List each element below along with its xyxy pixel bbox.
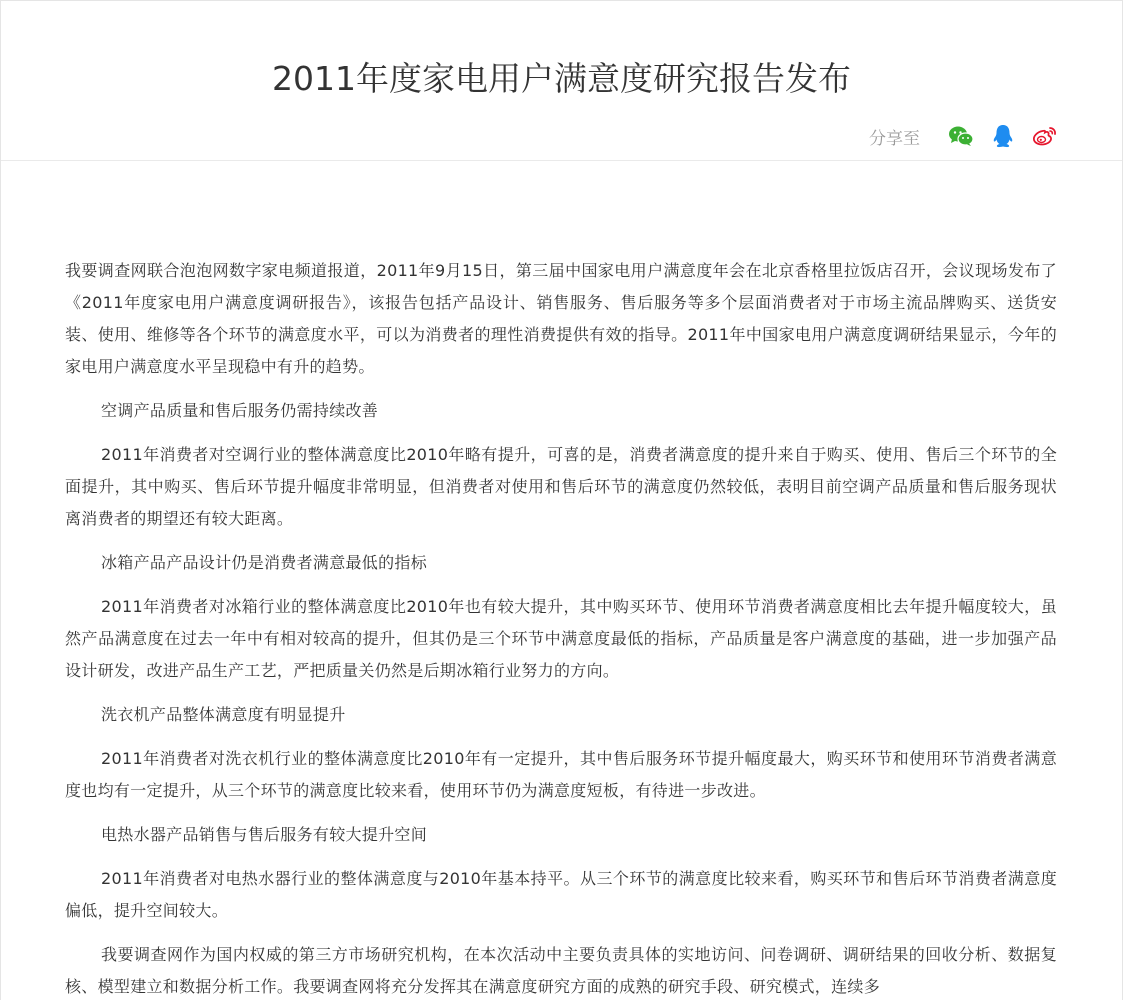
article-header	[1, 1, 1122, 161]
section-heading: 空调产品质量和售后服务仍需持续改善	[101, 401, 379, 420]
article-title: 2011年度家电用户满意度研究报告发布	[272, 59, 851, 98]
article-body	[65, 255, 1057, 1003]
share-label: 分享至	[869, 128, 920, 149]
qq-icon	[992, 124, 1014, 148]
share-qq-button[interactable]	[988, 121, 1018, 151]
section-heading: 电热水器产品销售与售后服务有较大提升空间	[101, 825, 428, 844]
share-wechat-button[interactable]	[946, 121, 976, 151]
article-paragraph: 我要调查网联合泡泡网数字家电频道报道，2011年9月15日，第三届中国家电用户满意度年会在北京香格里拉饭店召开，会议现场发布了《2011年度家电用户满意度调研报告》，该报告包括产品设计、销售服务、售后服务等多个层面消费者对于市场主流品牌购买、送货安装、使用、维修等各个环节的满意度水平，可以为消费者的理性消费提供有效的指导。2011年中国家电用户满意度调研结果显示，今年的家电用户满意度水平呈现稳中有升的趋势。	[65, 261, 1057, 376]
weibo-icon	[1032, 125, 1058, 147]
article-paragraph: 2011年消费者对空调行业的整体满意度比2010年略有提升，可喜的是，消费者满意度的提升来自于购买、使用、售后三个环节的全面提升，其中购买、售后环节提升幅度非常明显，但消费者对使用和售后环节的满意度仍然较低，表明目前空调产品质量和售后服务现状离消费者的期望还有较大距离。	[65, 445, 1057, 528]
article-paragraph: 我要调查网作为国内权威的第三方市场研究机构，在本次活动中主要负责具体的实地访问、问卷调研、调研结果的回收分析、数据复核、模型建立和数据分析工作。我要调查网将充分发挥其在满意度研究方面的成熟的研究手段、研究模式，连续多	[65, 945, 1057, 996]
article-paragraph: 2011年消费者对冰箱行业的整体满意度比2010年也有较大提升，其中购买环节、使用环节消费者满意度相比去年提升幅度较大，虽然产品满意度在过去一年中有相对较高的提升，但其仍是三个环节中满意度最低的指标，产品质量是客户满意度的基础，进一步加强产品设计研发，改进产品生产工艺，严把质量关仍然是后期冰箱行业努力的方向。	[65, 597, 1057, 680]
article-paragraph: 2011年消费者对洗衣机行业的整体满意度比2010年有一定提升，其中售后服务环节提升幅度最大，购买环节和使用环节消费者满意度也均有一定提升，从三个环节的满意度比较来看，使用环节仍为满意度短板，有待进一步改进。	[65, 749, 1057, 800]
section-heading: 洗衣机产品整体满意度有明显提升	[101, 705, 346, 724]
share-weibo-button[interactable]	[1030, 121, 1060, 151]
wechat-icon	[948, 125, 974, 147]
article-paragraph: 2011年消费者对电热水器行业的整体满意度与2010年基本持平。从三个环节的满意度比较来看，购买环节和售后环节消费者满意度偏低，提升空间较大。	[65, 869, 1057, 920]
share-bar	[869, 121, 1060, 151]
section-heading: 冰箱产品产品设计仍是消费者满意最低的指标	[101, 553, 428, 572]
